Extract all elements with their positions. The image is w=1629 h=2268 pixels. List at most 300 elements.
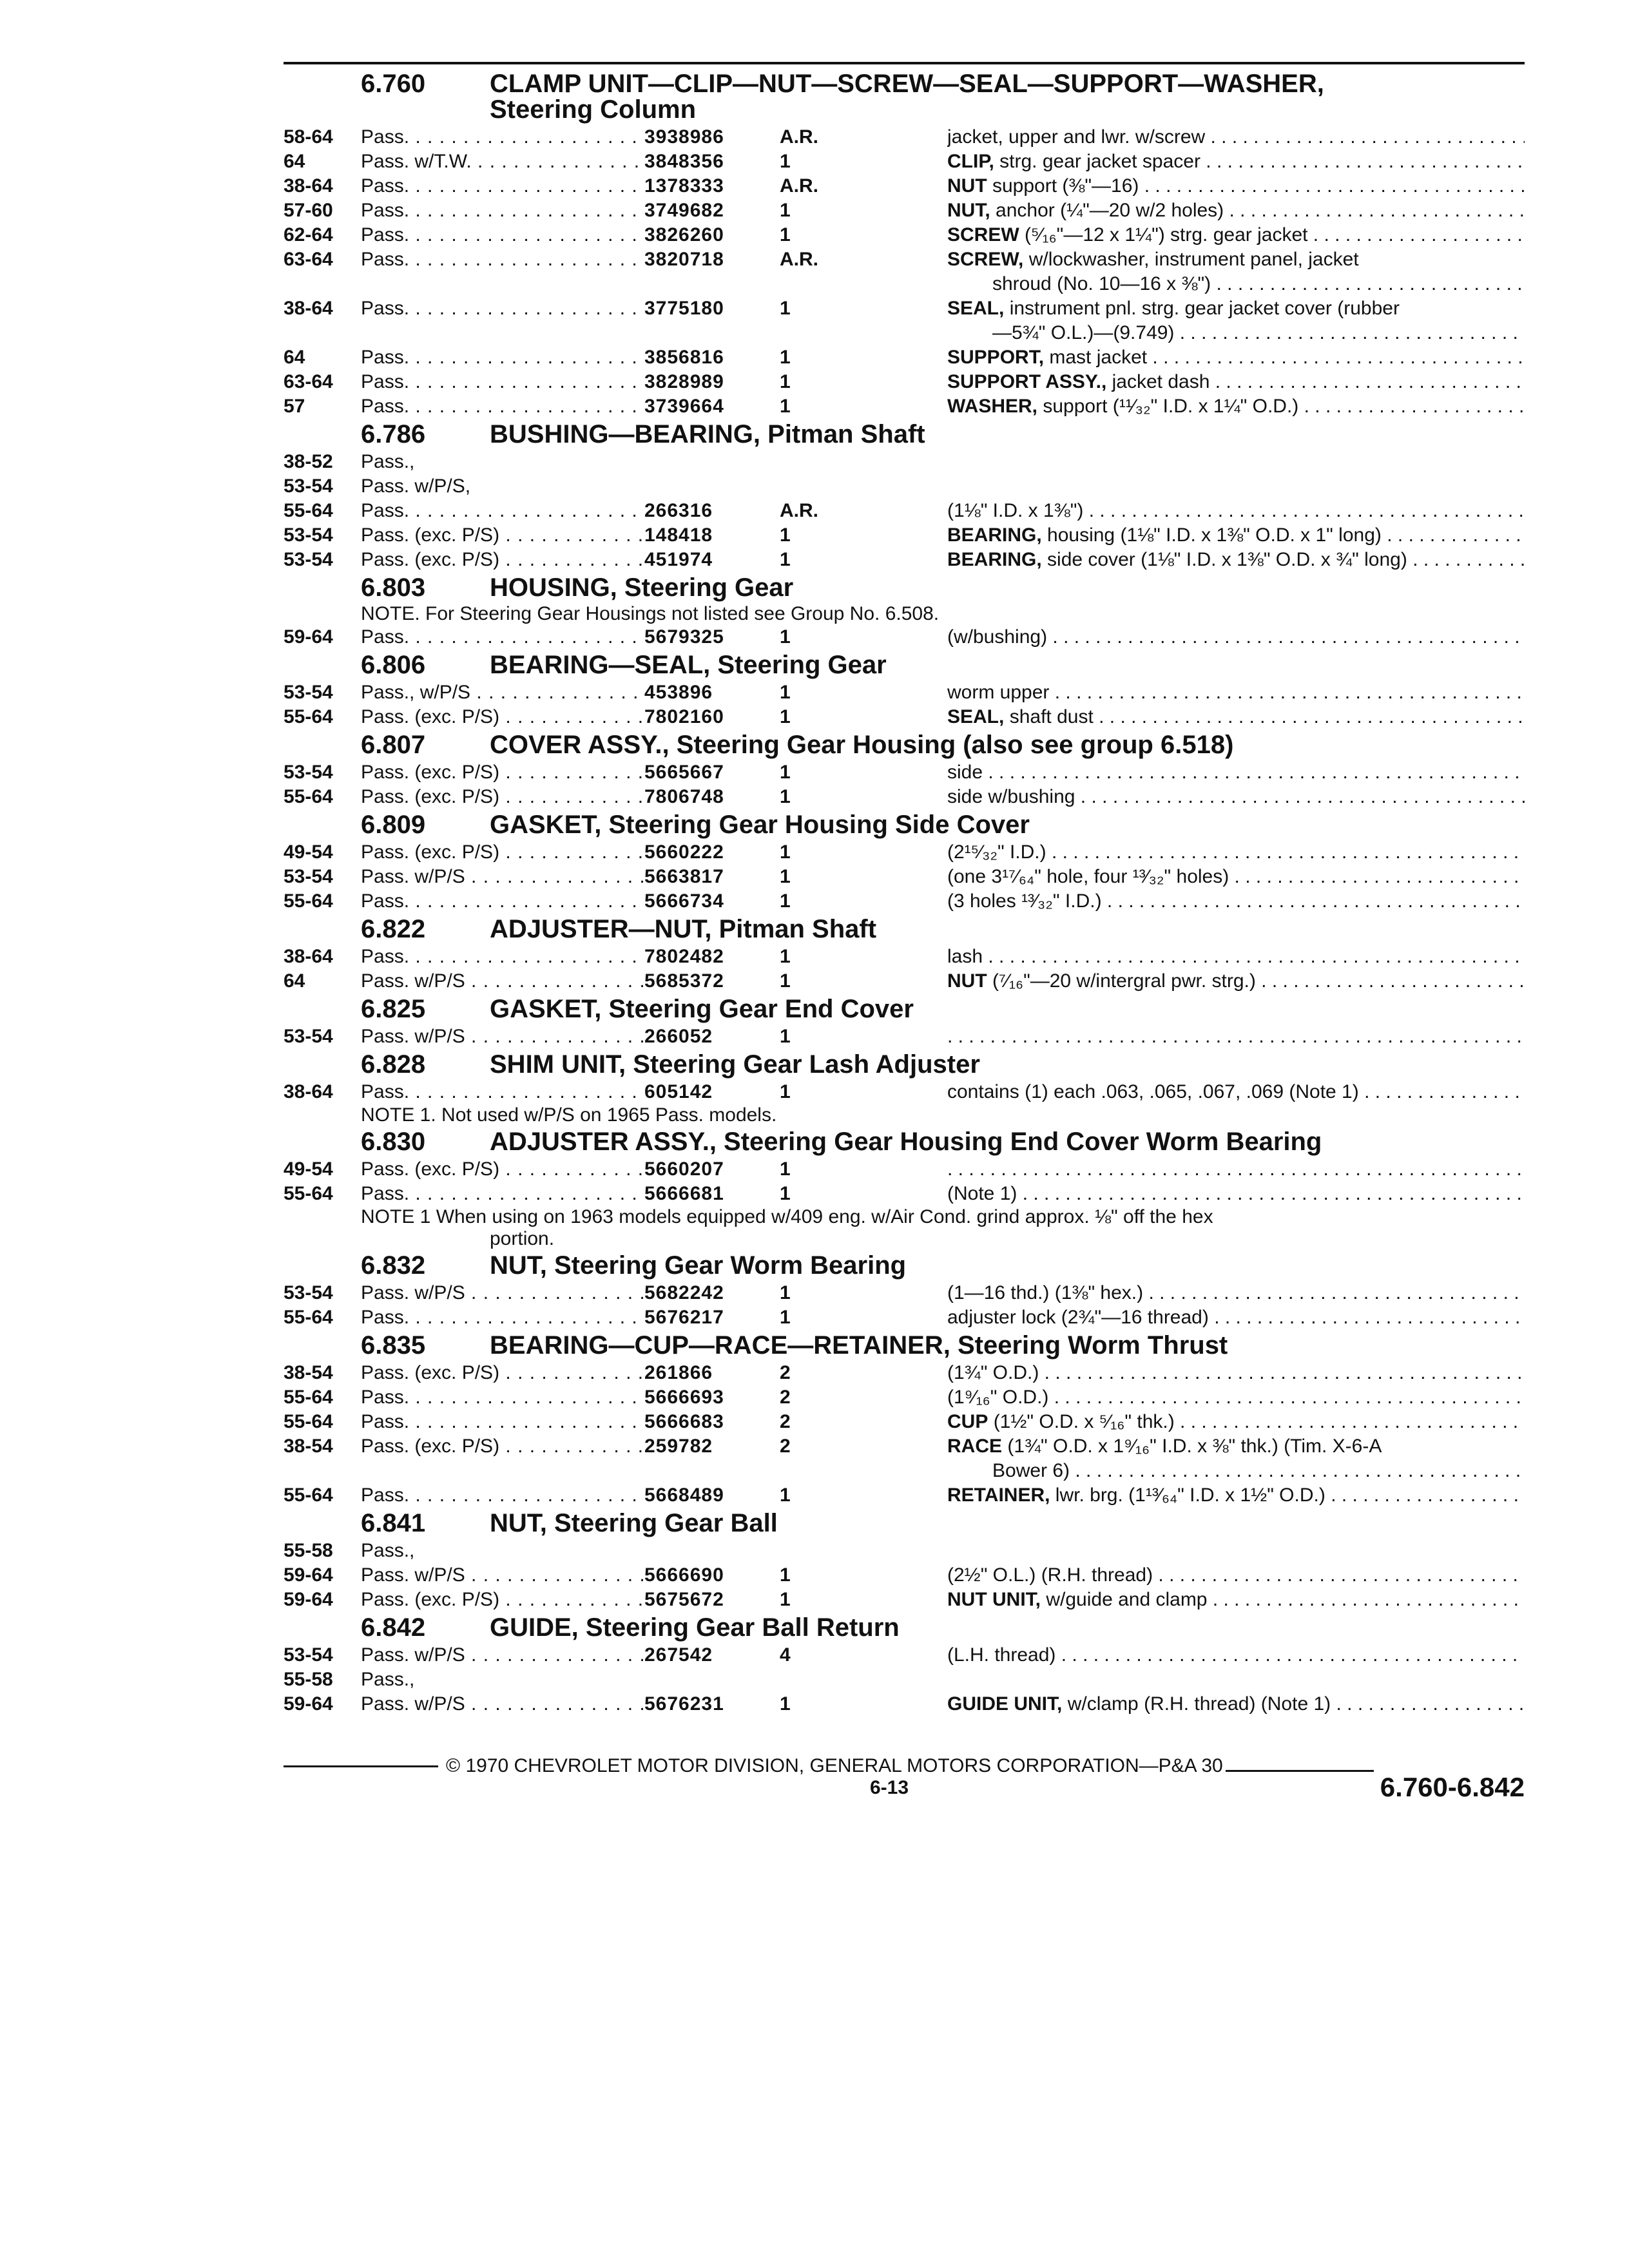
description-text: jacket, upper and lwr. w/screw: [947, 126, 1206, 148]
part-row: [284, 499, 1525, 523]
description-text: w/clamp (R.H. thread) (Note 1): [1067, 1693, 1331, 1715]
description-text: (2½" O.L.) (R.H. thread): [947, 1564, 1153, 1586]
model-years: 57-60: [284, 200, 333, 221]
model-years: 38-52: [284, 451, 333, 472]
part-number: 5666681: [644, 1183, 724, 1204]
part-row: [284, 1385, 1525, 1410]
parts-catalog-page: [284, 62, 1525, 1803]
part-description: [947, 223, 1525, 247]
part-number: 1378333: [644, 175, 724, 197]
model-years: 53-54: [284, 1026, 333, 1047]
section-title: CLAMP UNIT—CLIP—NUT—SCREW—SEAL—SUPPORT—WASHER,: [490, 70, 1324, 98]
part-description: [947, 247, 1525, 296]
part-number: 5676217: [644, 1307, 724, 1328]
model-years: 38-64: [284, 298, 333, 319]
description-text: (L.H. thread): [947, 1644, 1056, 1666]
section-title: BEARING—SEAL, Steering Gear: [490, 651, 887, 679]
quantity: 2: [780, 1387, 791, 1408]
part-description: [947, 840, 1525, 865]
section-title-block: [490, 1253, 1525, 1278]
section-number: 6.830: [361, 1128, 426, 1156]
part-name: SUPPORT ASSY.,: [947, 371, 1107, 392]
part-description: [947, 394, 1525, 419]
section-title: HOUSING, Steering Gear: [490, 573, 794, 602]
footer-rule-left: [284, 1765, 438, 1767]
part-name: SEAL,: [947, 298, 1005, 319]
model-years: 59-64: [284, 1564, 333, 1586]
section-title-block: [490, 1615, 1525, 1640]
model-application: Pass. . . .: [361, 625, 644, 649]
description-line: [947, 1459, 1525, 1483]
description-line: [947, 680, 1525, 705]
description-line: [947, 1281, 1525, 1305]
description-text: support (¹¹⁄₃₂" I.D. x 1¼" O.D.): [1043, 396, 1299, 417]
section-title: GASKET, Steering Gear Housing Side Cover: [490, 811, 1030, 839]
description-line: [947, 321, 1525, 345]
quantity: A.R.: [780, 249, 818, 270]
description-line: [947, 370, 1525, 394]
part-row: [284, 370, 1525, 394]
section-header: [284, 1510, 1525, 1536]
description-text: instrument pnl. strg. gear jacket cover (rubber: [1009, 298, 1400, 319]
model-application: Pass. . . .: [361, 198, 644, 223]
description-text: w/guide and clamp: [1046, 1589, 1208, 1610]
description-text: (1¾" O.D. x 1⁹⁄₁₆" I.D. x ⅜" thk.) (Tim. X-6-A: [1007, 1436, 1382, 1457]
part-name: RETAINER,: [947, 1485, 1050, 1506]
section-header: [284, 1253, 1525, 1278]
quantity: 1: [780, 866, 791, 887]
description-line: [947, 1692, 1525, 1716]
part-number: 5665667: [644, 762, 724, 783]
model-application: Pass. . . .: [361, 174, 644, 198]
model-years: 38-54: [284, 1436, 333, 1457]
section-title-block: [490, 421, 1525, 447]
section-title-block: [490, 575, 1525, 601]
description-line: [947, 785, 1525, 809]
description-text: shaft dust: [1009, 706, 1094, 727]
description-line: [947, 296, 1525, 321]
model-years: 53-54: [284, 1644, 333, 1666]
section-header: [284, 71, 1525, 122]
part-row: [284, 705, 1525, 729]
section-header: [284, 996, 1525, 1022]
part-description: [947, 1385, 1525, 1410]
part-name: SEAL,: [947, 706, 1005, 727]
model-years: 55-64: [284, 500, 333, 521]
quantity: 2: [780, 1362, 791, 1383]
description-text: (one 3¹⁷⁄₆₄" hole, four ¹³⁄₃₂" holes): [947, 866, 1229, 887]
part-row: [284, 1080, 1525, 1104]
part-description: [947, 1483, 1525, 1508]
part-row: [284, 198, 1525, 223]
description-line: [947, 149, 1525, 174]
quantity: 1: [780, 1282, 791, 1303]
part-description: [947, 680, 1525, 705]
model-years: 55-64: [284, 1307, 333, 1328]
description-line: [947, 945, 1525, 969]
description-line: [947, 1024, 1525, 1049]
section-title-block: [490, 1510, 1525, 1536]
section-title: SHIM UNIT, Steering Gear Lash Adjuster: [490, 1050, 980, 1079]
section-number: 6.803: [361, 573, 426, 602]
model-years: 53-54: [284, 1282, 333, 1303]
part-description: [947, 1080, 1525, 1104]
description-text: Bower 6): [992, 1460, 1070, 1481]
part-number: 7802160: [644, 706, 724, 727]
part-row: [284, 296, 1525, 345]
part-name: SCREW: [947, 224, 1019, 245]
part-name: CUP: [947, 1411, 988, 1432]
description-text: side: [947, 762, 983, 783]
model-application: Pass.,: [361, 451, 415, 472]
part-number: 3856816: [644, 347, 724, 368]
part-number: 3775180: [644, 298, 724, 319]
section-title-block: [490, 652, 1525, 678]
part-number: 605142: [644, 1081, 713, 1102]
description-line: [947, 1434, 1525, 1459]
quantity: A.R.: [780, 500, 818, 521]
part-row: [284, 1643, 1525, 1667]
quantity: A.R.: [780, 175, 818, 197]
description-text: (1⁹⁄₁₆" O.D.): [947, 1387, 1049, 1408]
section-header: [284, 1129, 1525, 1155]
quantity: 2: [780, 1436, 791, 1457]
model-application: Pass., w/P/S . . .: [361, 680, 644, 705]
model-years: 55-58: [284, 1540, 333, 1561]
part-row: [284, 1539, 1525, 1563]
part-row: [284, 223, 1525, 247]
description-line: [947, 705, 1525, 729]
description-line: [947, 1483, 1525, 1508]
model-application: Pass. w/P/S . . .: [361, 865, 644, 889]
description-line: [947, 198, 1525, 223]
model-years: 59-64: [284, 1589, 333, 1610]
section-title-block: [490, 916, 1525, 942]
model-application: Pass. (exc. P/S) . . .: [361, 523, 644, 548]
section-header: [284, 421, 1525, 447]
model-application: Pass. . . .: [361, 1385, 644, 1410]
description-text: (1⅛" I.D. x 1⅜"): [947, 500, 1084, 521]
description-line: [947, 223, 1525, 247]
model-years: 57: [284, 396, 305, 417]
description-line: [947, 1361, 1525, 1385]
model-years: 53-54: [284, 682, 333, 703]
model-application: Pass. (exc. P/S) . . .: [361, 785, 644, 809]
description-text: lwr. brg. (1¹³⁄₆₄" I.D. x 1½" O.D.): [1055, 1485, 1325, 1506]
section-title-block: [490, 1052, 1525, 1077]
quantity: 1: [780, 890, 791, 912]
model-years: 38-64: [284, 1081, 333, 1102]
part-number: 3749682: [644, 200, 724, 221]
section-number: 6.809: [361, 811, 426, 839]
section-number: 6.835: [361, 1331, 426, 1360]
description-text: (1½" O.D. x ⁵⁄₁₆" thk.): [993, 1411, 1175, 1432]
part-row: [284, 680, 1525, 705]
quantity: 1: [780, 1693, 791, 1715]
section-header: [284, 575, 1525, 601]
part-number: 3848356: [644, 151, 724, 172]
footer-copyright: © 1970 CHEVROLET MOTOR DIVISION, GENERAL MOTORS CORPORATION—P&A 30: [446, 1755, 1223, 1776]
quantity: 1: [780, 626, 791, 648]
description-text: (Note 1): [947, 1183, 1017, 1204]
footer-page-number: 6-13: [870, 1777, 909, 1798]
quantity: 1: [780, 970, 791, 992]
part-row: [284, 969, 1525, 994]
description-text: (3 holes ¹³⁄₃₂" I.D.): [947, 890, 1102, 912]
part-description: [947, 945, 1525, 969]
model-years: 55-64: [284, 890, 333, 912]
part-number: 5666690: [644, 1564, 724, 1586]
description-line: [947, 499, 1525, 523]
part-number: 3938986: [644, 126, 724, 148]
model-years: 53-54: [284, 866, 333, 887]
model-years: 63-64: [284, 371, 333, 392]
description-line: [947, 272, 1525, 296]
footnote-continuation: portion.: [490, 1228, 555, 1249]
part-description: [947, 548, 1525, 572]
quantity: 1: [780, 524, 791, 546]
quantity: 1: [780, 200, 791, 221]
model-application: Pass. . . .: [361, 296, 644, 321]
part-row: [284, 889, 1525, 914]
description-text: adjuster lock (2¾"—16 thread): [947, 1307, 1209, 1328]
part-row: [284, 760, 1525, 785]
part-name: NUT: [947, 970, 987, 992]
model-application: Pass.,: [361, 1540, 415, 1561]
part-description: [947, 1692, 1525, 1716]
description-line: [947, 969, 1525, 994]
model-application: Pass. w/P/S . . .: [361, 969, 644, 994]
part-number: 3739664: [644, 396, 724, 417]
part-row: [284, 474, 1525, 499]
model-years: 49-54: [284, 841, 333, 863]
model-years: 55-64: [284, 1411, 333, 1432]
quantity: 1: [780, 396, 791, 417]
description-text: contains (1) each .063, .065, .067, .069 (Note 1): [947, 1081, 1359, 1102]
model-application: Pass. (exc. P/S) . . .: [361, 1588, 644, 1612]
part-name: SCREW,: [947, 249, 1024, 270]
part-row: [284, 785, 1525, 809]
model-application: Pass. (exc. P/S) . . .: [361, 1157, 644, 1182]
quantity: 1: [780, 762, 791, 783]
model-years: 62-64: [284, 224, 333, 245]
model-years: 49-54: [284, 1158, 333, 1180]
section-number: 6.842: [361, 1613, 426, 1642]
description-line: [947, 1157, 1525, 1182]
part-row: [284, 125, 1525, 149]
part-description: [947, 705, 1525, 729]
model-application: Pass. . . .: [361, 125, 644, 149]
part-row: [284, 247, 1525, 296]
footer: [284, 1755, 1525, 1803]
description-line: [947, 1643, 1525, 1667]
section-title: GASKET, Steering Gear End Cover: [490, 995, 914, 1023]
part-row: [284, 1024, 1525, 1049]
model-years: 55-58: [284, 1669, 333, 1690]
part-row: [284, 625, 1525, 649]
model-application: Pass. w/P/S . . .: [361, 1281, 644, 1305]
model-application: Pass. . . .: [361, 1182, 644, 1206]
model-application: Pass. (exc. P/S) . . .: [361, 548, 644, 572]
description-line: [947, 1182, 1525, 1206]
model-years: 59-64: [284, 1693, 333, 1715]
section-title: NUT, Steering Gear Ball: [490, 1509, 778, 1537]
part-number: 266052: [644, 1026, 713, 1047]
model-years: 53-54: [284, 524, 333, 546]
part-description: [947, 1024, 1525, 1049]
section-header: [284, 732, 1525, 758]
description-text: housing (1⅛" I.D. x 1⅜" O.D. x 1" long): [1047, 524, 1382, 546]
part-number: 7802482: [644, 946, 724, 967]
part-name: BEARING,: [947, 549, 1042, 570]
part-description: [947, 523, 1525, 548]
footnote-text: NOTE 1. Not used w/P/S on 1965 Pass. models.: [361, 1104, 777, 1126]
model-application: Pass. w/P/S . . .: [361, 1024, 644, 1049]
part-description: [947, 370, 1525, 394]
model-application: Pass. . . .: [361, 394, 644, 419]
section-number: 6.832: [361, 1251, 426, 1280]
section-number: 6.786: [361, 420, 426, 448]
part-name: CLIP,: [947, 151, 994, 172]
part-description: [947, 865, 1525, 889]
model-application: Pass. . . .: [361, 223, 644, 247]
model-application: Pass. . . .: [361, 1483, 644, 1508]
model-years: 55-64: [284, 706, 333, 727]
quantity: 1: [780, 1158, 791, 1180]
model-years: 64: [284, 347, 305, 368]
part-description: [947, 785, 1525, 809]
part-row: [284, 1305, 1525, 1330]
part-description: [947, 969, 1525, 994]
part-row: [284, 840, 1525, 865]
description-line: [947, 548, 1525, 572]
description-text: (⁷⁄₁₆"—20 w/intergral pwr. strg.): [992, 970, 1256, 992]
quantity: 1: [780, 347, 791, 368]
description-text: lash: [947, 946, 983, 967]
part-description: [947, 345, 1525, 370]
part-number: 266316: [644, 500, 713, 521]
sections-container: [284, 71, 1525, 1716]
part-description: [947, 889, 1525, 914]
part-description: [947, 1182, 1525, 1206]
part-description: [947, 1305, 1525, 1330]
quantity: 1: [780, 1589, 791, 1610]
model-application: Pass.,: [361, 1669, 415, 1690]
description-line: [947, 840, 1525, 865]
model-application: Pass. w/P/S,: [361, 476, 471, 497]
section-subtitle: Steering Column: [490, 95, 697, 124]
part-row: [284, 1281, 1525, 1305]
section-title-block: [490, 71, 1525, 122]
model-application: Pass. . . .: [361, 1080, 644, 1104]
part-number: 5679325: [644, 626, 724, 648]
part-description: [947, 174, 1525, 198]
model-years: 64: [284, 970, 305, 992]
model-years: 53-54: [284, 476, 333, 497]
model-application: Pass. . . .: [361, 945, 644, 969]
part-number: 7806748: [644, 786, 724, 807]
quantity: 1: [780, 298, 791, 319]
section-number: 6.760: [361, 70, 426, 98]
model-years: 53-54: [284, 549, 333, 570]
quantity: 4: [780, 1644, 791, 1666]
description-line: [947, 174, 1525, 198]
part-number: 267542: [644, 1644, 713, 1666]
part-row: [284, 523, 1525, 548]
quantity: 1: [780, 1485, 791, 1506]
quantity: 2: [780, 1411, 791, 1432]
part-name: NUT: [947, 175, 987, 197]
model-application: Pass. . . .: [361, 1410, 644, 1434]
part-number: 5666734: [644, 890, 724, 912]
quantity: 1: [780, 946, 791, 967]
model-years: 59-64: [284, 626, 333, 648]
part-number: 259782: [644, 1436, 713, 1457]
quantity: A.R.: [780, 126, 818, 148]
part-row: [284, 548, 1525, 572]
part-row: [284, 1157, 1525, 1182]
section-header: [284, 916, 1525, 942]
model-years: 55-64: [284, 786, 333, 807]
model-application: Pass. (exc. P/S) . . .: [361, 760, 644, 785]
section-footnote: [284, 1206, 1525, 1250]
model-years: 63-64: [284, 249, 333, 270]
description-line: [947, 1588, 1525, 1612]
part-description: [947, 198, 1525, 223]
part-description: [947, 760, 1525, 785]
part-row: [284, 1361, 1525, 1385]
model-years: 55-64: [284, 1387, 333, 1408]
description-text: (1¾" O.D.): [947, 1362, 1039, 1383]
section-title-block: [490, 1332, 1525, 1358]
model-application: Pass. . . .: [361, 345, 644, 370]
model-application: Pass. . . .: [361, 370, 644, 394]
section-title-block: [490, 1129, 1525, 1155]
part-number: 261866: [644, 1362, 713, 1383]
part-description: [947, 1588, 1525, 1612]
part-name: RACE: [947, 1436, 1003, 1457]
section-title-block: [490, 732, 1525, 758]
description-text: mast jacket: [1049, 347, 1148, 368]
part-name: GUIDE UNIT,: [947, 1693, 1063, 1715]
part-description: [947, 499, 1525, 523]
section-number: 6.828: [361, 1050, 426, 1079]
section-note: NOTE. For Steering Gear Housings not listed see Group No. 6.508.: [361, 603, 940, 624]
description-line: [947, 345, 1525, 370]
model-application: Pass. w/P/S . . .: [361, 1692, 644, 1716]
model-years: 55-64: [284, 1485, 333, 1506]
part-row: [284, 1588, 1525, 1612]
model-application: Pass. w/T.W. . . .: [361, 149, 644, 174]
part-row: [284, 345, 1525, 370]
description-text: shroud (No. 10—16 x ⅜"): [992, 273, 1211, 294]
footer-range: 6.760-6.842: [1380, 1772, 1525, 1802]
description-text: (⁵⁄₁₆"—12 x 1¼") strg. gear jacket: [1025, 224, 1308, 245]
model-application: Pass. . . .: [361, 1305, 644, 1330]
quantity: 1: [780, 549, 791, 570]
part-description: [947, 1281, 1525, 1305]
description-line: [947, 394, 1525, 419]
part-number: 5676231: [644, 1693, 724, 1715]
section-number: 6.806: [361, 651, 426, 679]
quantity: 1: [780, 371, 791, 392]
description-text: support (⅜"—16): [992, 175, 1139, 197]
quantity: 1: [780, 1183, 791, 1204]
part-name: SUPPORT,: [947, 347, 1045, 368]
part-number: 5666693: [644, 1387, 724, 1408]
part-number: 148418: [644, 524, 713, 546]
description-text: jacket dash: [1112, 371, 1210, 392]
